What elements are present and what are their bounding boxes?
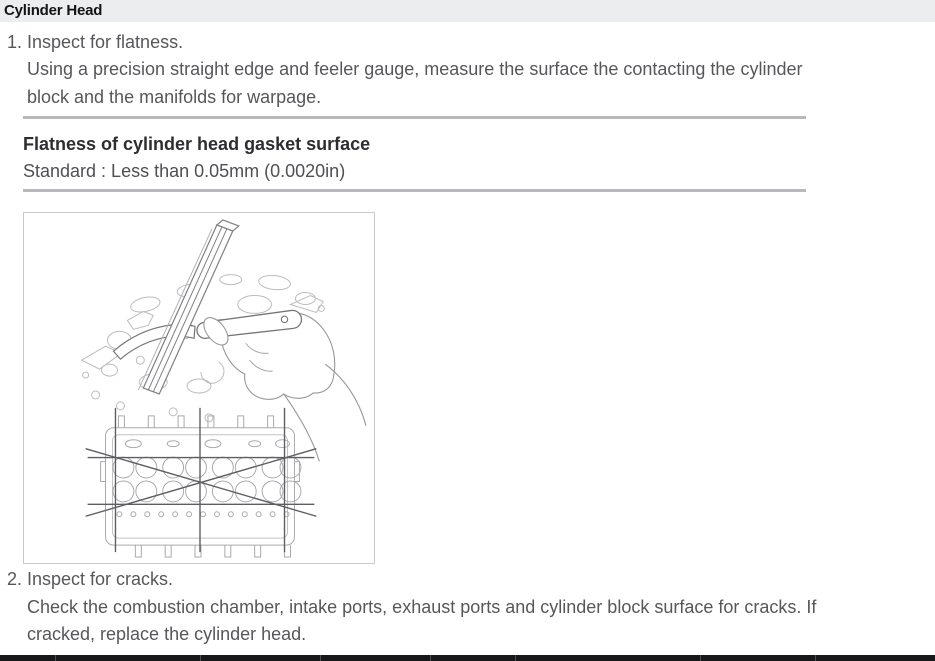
figure-frame	[23, 212, 375, 564]
measurement-diagram-head-outline	[101, 416, 301, 557]
spec-heading: Flatness of cylinder head gasket surface	[23, 134, 371, 154]
step-1-number: 1.	[7, 32, 23, 52]
step-2-number: 2.	[7, 569, 23, 589]
next-table-top-edge	[0, 655, 935, 661]
step-2-title: Inspect for cracks.	[27, 569, 174, 589]
section-header-bar	[0, 0, 935, 22]
step-1-body-line-2: block and the manifolds for warpage.	[27, 87, 322, 107]
figure-illustration	[24, 213, 374, 563]
step-1-title-line	[7, 31, 183, 53]
step-1-title: Inspect for flatness.	[27, 32, 184, 52]
spec-standard-value: Standard : Less than 0.05mm (0.0020in)	[23, 161, 346, 181]
measurement-direction-lines	[86, 408, 317, 552]
spec-divider-top	[23, 116, 806, 119]
step-2-body-line-2: cracked, replace the cylinder head.	[27, 624, 307, 644]
page-title: Cylinder Head	[4, 2, 103, 19]
spec-divider-bottom	[23, 189, 806, 192]
step-2-body-line-1: Check the combustion chamber, intake ports, exhaust ports and cylinder block surface for cracks. If	[27, 597, 817, 617]
step-2-title-line	[7, 568, 173, 590]
step-1-body-line-1: Using a precision straight edge and feeler gauge, measure the surface the contacting the cylinder	[27, 59, 803, 79]
